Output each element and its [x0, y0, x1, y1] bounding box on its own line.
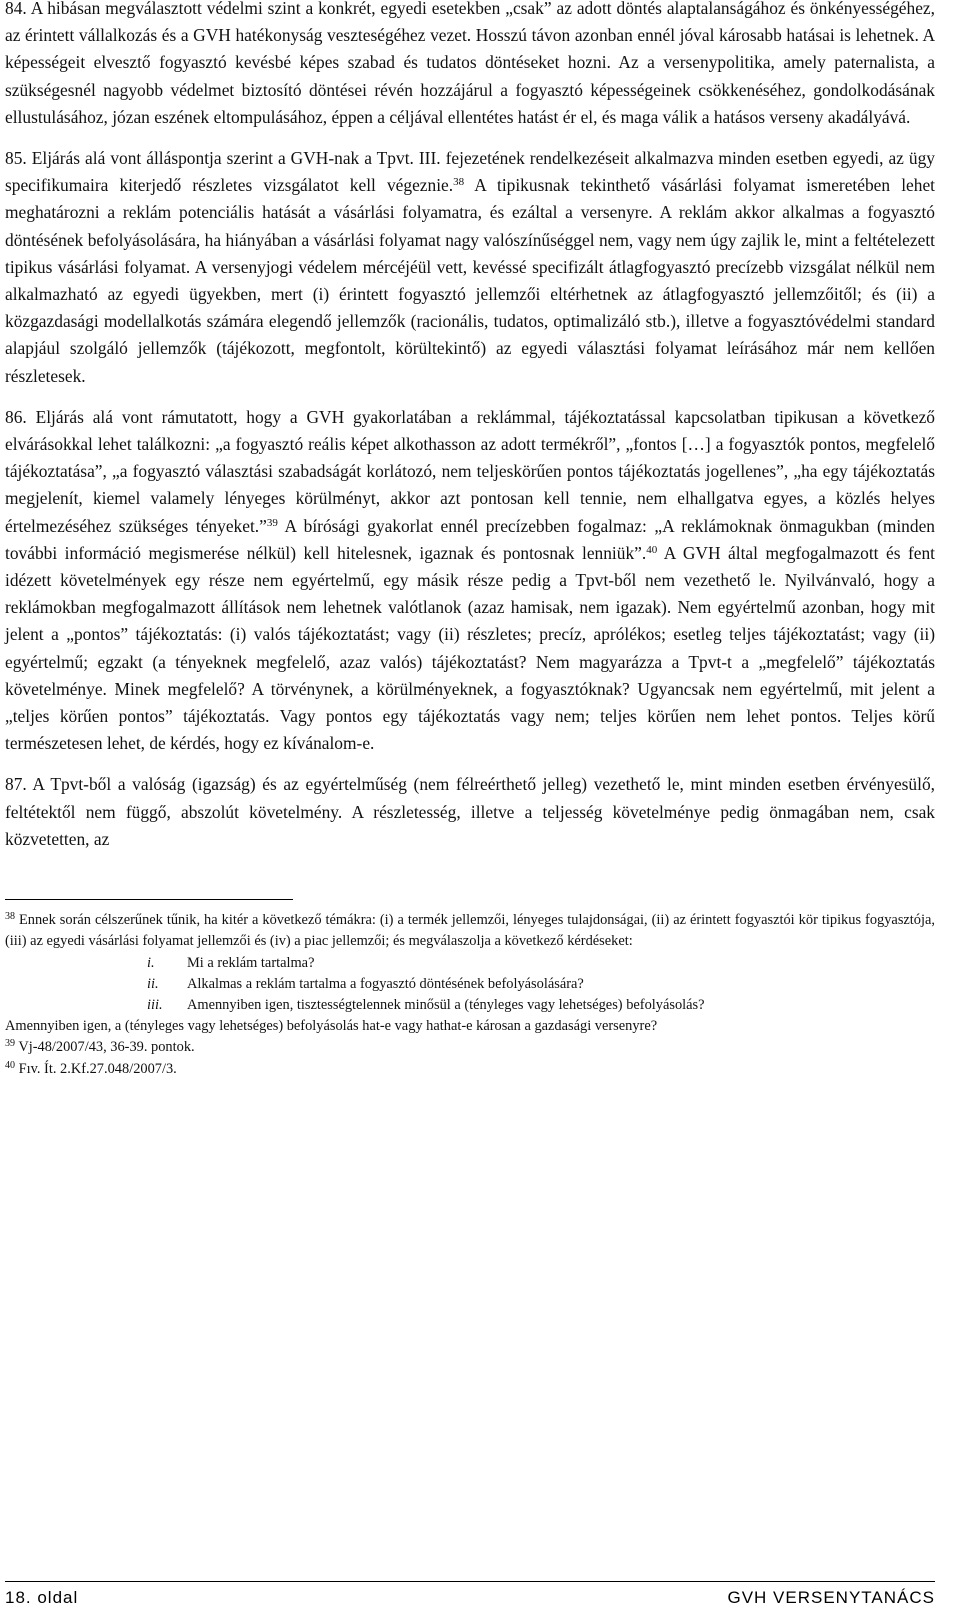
footnote-question-list [5, 953, 935, 1017]
page-footer [5, 1588, 935, 1608]
footnote-ref-39[interactable]: 39 [266, 516, 278, 529]
list-item [5, 995, 935, 1016]
footnote-39 [5, 1037, 935, 1058]
footnote-separator [5, 899, 293, 900]
list-item-number: iii. [147, 996, 163, 1013]
paragraph-86 [5, 404, 935, 758]
footnote-40 [5, 1059, 935, 1080]
footnote-38-continuation: Amennyiben igen, a (tényleges vagy lehetséges) befolyásolás hat-e vagy hathat-e károsan a gazdasági versenyre? [5, 1018, 658, 1035]
paragraph-text: A tipikusnak tekinthető vásárlási folyamat ismeretében lehet meghatározni a reklám potenciális hatását a vásárlási folyamatra, és ezáltal a versenyre. A reklám akkor alkalmas a fogyasztó döntésének befolyásolására, ha hiányában a vásárlási folyamat nagy valószínűséggel nem, vagy nem úgy zajlik le, mint a feltételezett tipikus vásárlási folyamat. A versenyjogi védelem mércéjéül vett, kevéssé specifizált átlagfogyasztó precízebb vizsgálat nélkül nem alkalmazható az egyedi ügyekben, mert (i) érintett fogyasztó jellemzői eltérhetnek az átlagfogyasztó jellemzőitől; és (ii) a közgazdasági modellalkotás számára elegendő jellemzők (racionális, tudatos, optimalizáló stb.), illetve a fogyasztóvédelmi standard alapjául szolgáló jellemzők (tájékozott, megfontolt, körültekintő) az egyedi választási folyamat leírásához már nem kellően részletesek. [5, 175, 935, 386]
footnote-text: Vj-48/2007/43, 36-39. pontok. [15, 1039, 195, 1056]
list-item [5, 974, 935, 995]
list-item-number: ii. [147, 975, 159, 992]
list-item [5, 953, 935, 974]
paragraph-87: 87. A Tpvt-ből a valóság (igazság) és az egyértelműség (nem félreérthető jelleg) vezethető le, mint minden esetben érvényesülő, feltétektől nem függő, abszolút követelmény. A részletesség, illetve a teljesség követelménye pedig önmagában nem, csak közvetetten, az [5, 774, 935, 849]
footnote-text: Fıv. Ít. 2.Kf.27.048/2007/3. [15, 1060, 177, 1077]
list-item-number: i. [147, 954, 155, 971]
list-item-text: Mi a reklám tartalma? [187, 954, 315, 971]
paragraph-text: 86. Eljárás alá vont rámutatott, hogy a GVH gyakorlatában a reklámmal, tájékoztatással kapcsolatban tipikusan a következő elvárásokkal lehet találkozni: „a fogyasztó reális képet alkothasson az adott termékről”, „fontos […] a fogyasztók pontos, megfelelő tájékoztatása”, „a fogyasztó választási szabadságát korlátozó, nem teljeskörűen pontos tájékoztatás jogellenes”, „ha egy tájékoztatás megjelenít, kiemel valamely lényeges körülményt, akkor azt pontosan kell tennie, nem elhallgatva egyes, a közlés helyes értelmezéséhez szükséges tényeket.” [5, 406, 935, 536]
footnote-number: 38 [5, 911, 15, 923]
page-number: 18. oldal [5, 1588, 79, 1607]
footnote-number: 40 [5, 1059, 15, 1071]
footer-organization: GVH VERSENYTANÁCS [727, 1588, 935, 1607]
footnote-text: Ennek során célszerűnek tűnik, ha kitér a következő témákra: (i) a termék jellemzői, lényeges tulajdonságai, (ii) az érintett fogyasztói kör tipikus fogyasztója, (iii) az egyedi vásárlási folyamat jellemzői és (iv) a piac jellemzői; és megválaszolja a következő kérdéseket: [5, 912, 935, 950]
paragraph-85 [5, 145, 935, 390]
list-item-text: Amennyiben igen, tisztességtelennek minősül a (tényleges vagy lehetséges) befolyásolás? [187, 996, 705, 1013]
footnote-number: 39 [5, 1038, 15, 1050]
list-item-text: Alkalmas a reklám tartalma a fogyasztó döntésének befolyásolására? [187, 975, 584, 992]
footnotes [5, 910, 935, 1080]
paragraph-text: A GVH által megfogalmazott és fent idézett követelmények egy része nem egyértelmű, egy másik része pedig a Tpvt-ből nem vezethető le. Nyilvánvaló, hogy a reklámokban megfogalmazott állítások nem lehetnek valótlanok (azaz hamisak, nem igazak). Nem egyértelmű azonban, hogy mit jelent a „pontos” tájékoztatás: (i) valós tájékoztatást; vagy (ii) részletes; precíz, aprólékos; esetleg teljes tájékoztatást; vagy (ii) egyértelmű; egzakt (a tényeknek megfelelő, azaz valós) tájékoztatást? Nem magyarázza a Tpvt-t a „megfelelő” tájékoztatás követelménye. Minek megfelelő? A törvénynek, a körülményeknek, a fogyasztóknak? Ugyancsak nem egyértelmű, mit jelent a „teljes körűen pontos” tájékoztatás. Vagy pontos egy tájékoztatás vagy nem; teljes körűen nem lehet pontos. Teljes körű természetesen lehet, de kérdés, hogy ez kívánalom-e. [5, 542, 936, 754]
footnote-38 [5, 910, 935, 952]
footer-divider [5, 1581, 935, 1582]
paragraph-text: A bírósági gyakorlat ennél precízebben fogalmaz: „A reklámoknak önmagukban (minden további információ megismerése nélkül) kell hitelesnek, igaznak és pontosnak lenniük”. [5, 515, 935, 563]
footnote-ref-38[interactable]: 38 [453, 176, 465, 189]
footnote-ref-40[interactable]: 40 [646, 543, 658, 556]
paragraph-text: 85. Eljárás alá vont álláspontja szerint a GVH-nak a Tpvt. III. fejezetének rendelkezéseit alkalmazva minden esetben egyedi, az ügy specifikumaira kiterjedő részletes vizsgálatot kell végeznie. [5, 148, 935, 196]
document-page [5, 0, 935, 1080]
paragraph-84: 84. A hibásan megválasztott védelmi szint a konkrét, egyedi esetekben „csak” az adott döntés alaptalanságához és önkényességéhez, az érintett vállalkozás és a GVH hatékonyság veszteségéhez vezet. Hosszú távon azonban ennél jóval károsabb hatásai is lehetnek. A képességeit elvesztő fogyasztó kevésbé képes szabad és tudatos döntéseket hozni. Az a versenypolitika, amely paternalista, a szükségesnél nagyobb védelmet biztosító döntései révén hozzájárul a fogyasztó képességeinek csökkenéséhez, gondolkodásának ellustulásához, józan eszének eltompulásához, éppen a céljával ellentétes hatást ér el, és maga válik a hatásos verseny akadályává. [5, 0, 935, 127]
